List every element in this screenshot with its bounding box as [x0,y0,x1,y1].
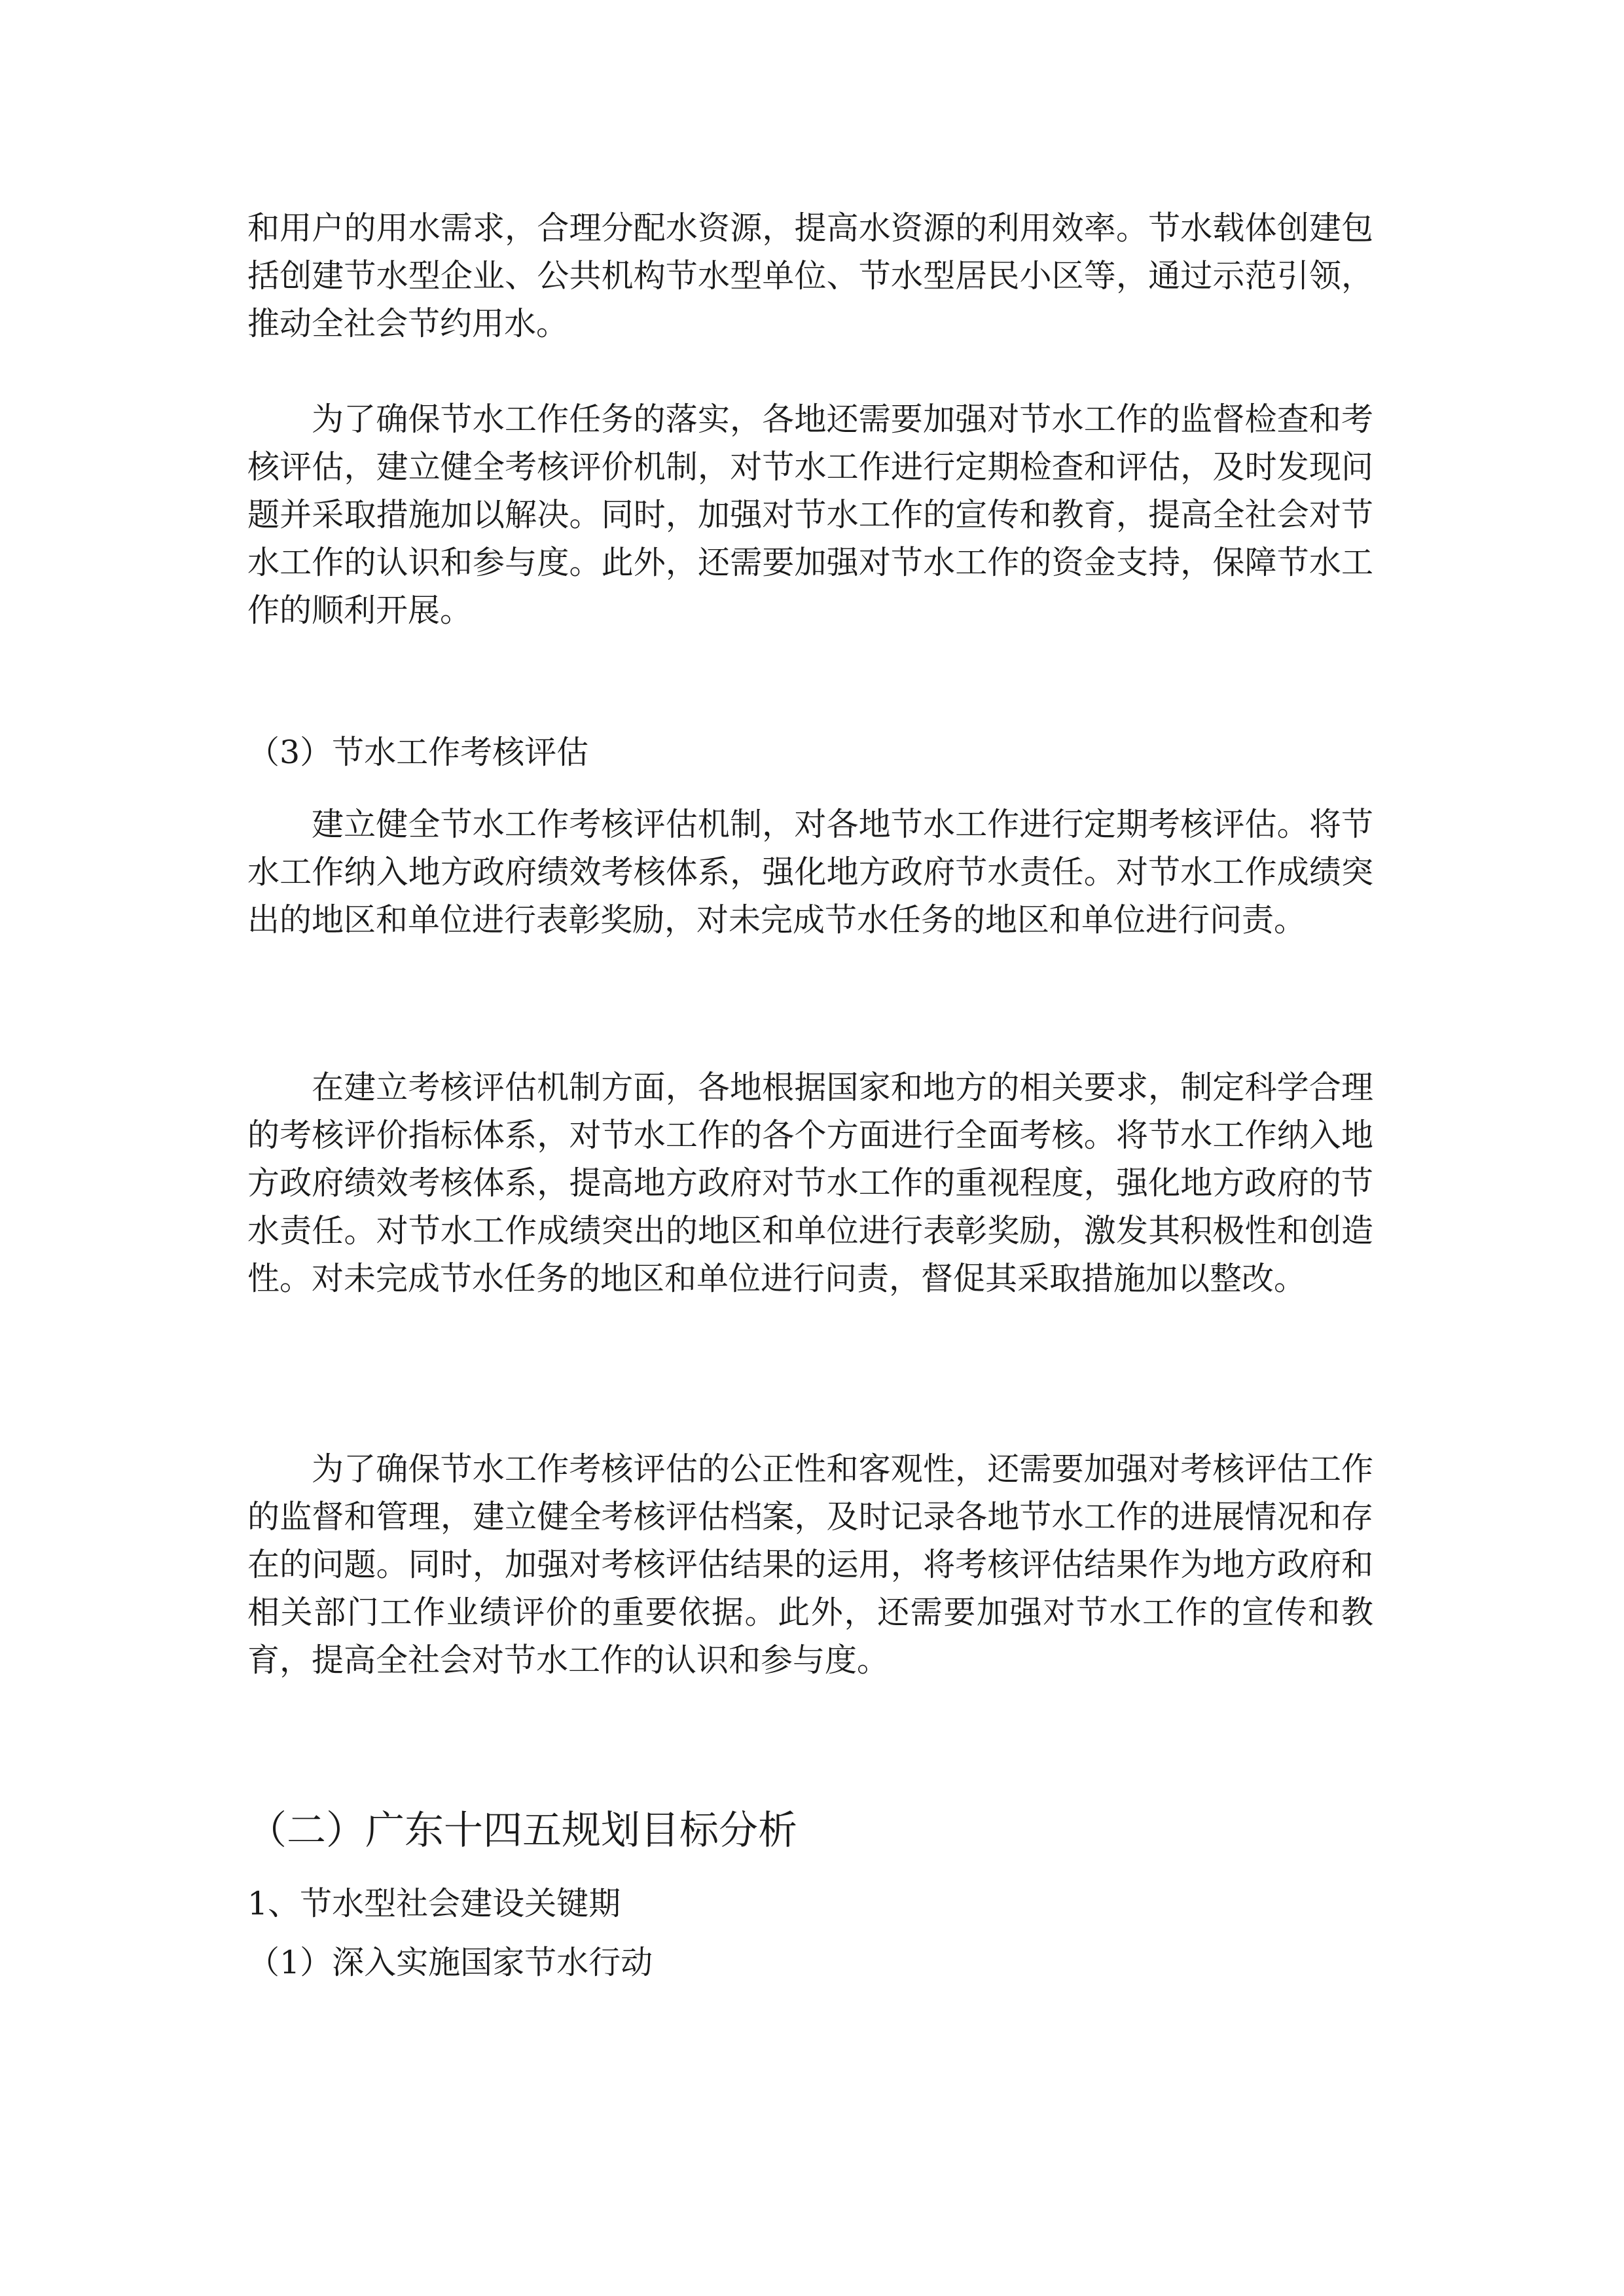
item-heading: 1、节水型社会建设关键期 [247,1885,621,1922]
paragraph-assessment-mechanism: 建立健全节水工作考核评估机制，对各地节水工作进行定期考核评估。将节水工作纳入地方政府绩效考核体系，强化地方政府节水责任。对节水工作成绩突出的地区和单位进行表彰奖励，对未完成节水任务的地区和单位进行问责。 [247,806,1373,939]
paragraph-fairness: 为了确保节水工作考核评估的公正性和客观性，还需要加强对考核评估工作的监督和管理，建立健全考核评估档案，及时记录各地节水工作的进展情况和存在的问题。同时，加强对考核评估结果的运用，将考核评估结果作为地方政府和相关部门工作业绩评价的重要依据。此外，还需要加强对节水工作的宣传和教育，提高全社会对节水工作的认识和参与度。 [247,1450,1373,1679]
paragraph-supervision: 为了确保节水工作任务的落实，各地还需要加强对节水工作的监督检查和考核评估，建立健全考核评价机制，对节水工作进行定期检查和评估，及时发现问题并采取措施加以解决。同时，加强对节水工作的宣传和教育，提高全社会对节水工作的认识和参与度。此外，还需要加强对节水工作的资金支持，保障节水工作的顺利开展。 [247,401,1373,629]
paragraph-continuation: 和用户的用水需求，合理分配水资源，提高水资源的利用效率。节水载体创建包括创建节水型企业、公共机构节水型单位、节水型居民小区等，通过示范引领，推动全社会节约用水。 [247,209,1373,342]
subheading-assessment: （3）节水工作考核评估 [247,734,589,771]
paragraph-evaluation-system: 在建立考核评估机制方面，各地根据国家和地方的相关要求，制定科学合理的考核评价指标体系，对节水工作的各个方面进行全面考核。将节水工作纳入地方政府绩效考核体系，提高地方政府对节水工作的重视程度，强化地方政府的节水责任。对节水工作成绩突出的地区和单位进行表彰奖励，激发其积极性和创造性。对未完成节水任务的地区和单位进行问责，督促其采取措施加以整改。 [247,1069,1373,1297]
subheading-national-action: （1）深入实施国家节水行动 [247,1944,653,1981]
section-heading: （二）广东十四五规划目标分析 [247,1808,797,1854]
